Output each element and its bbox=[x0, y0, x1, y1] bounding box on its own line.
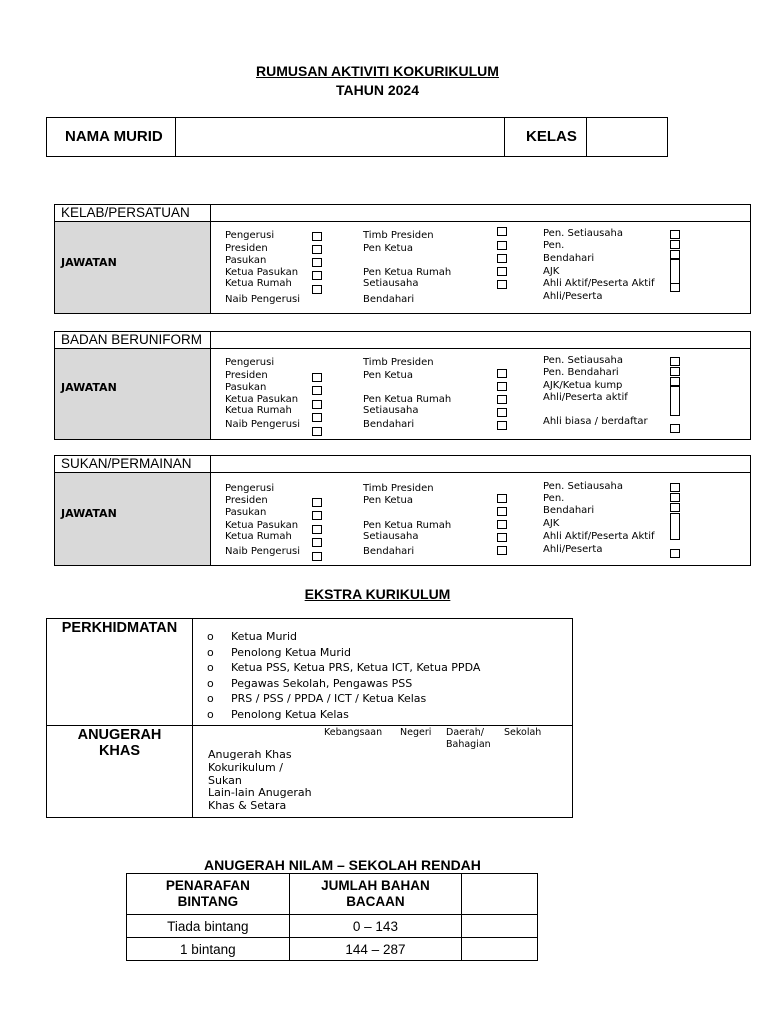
cell-empty[interactable] bbox=[462, 938, 538, 961]
table-row bbox=[127, 938, 538, 961]
checkbox[interactable] bbox=[670, 424, 680, 433]
kelab-jawatan-cell bbox=[55, 222, 211, 313]
option-bendahari: Bendahari bbox=[363, 546, 415, 557]
level-sekolah: Sekolah bbox=[504, 727, 542, 738]
checkbox[interactable] bbox=[497, 227, 507, 236]
sukan-section bbox=[54, 455, 751, 566]
checkbox[interactable] bbox=[312, 232, 322, 241]
checkbox[interactable] bbox=[312, 285, 322, 294]
nama-murid-label: NAMA MURID bbox=[47, 118, 176, 156]
perkhidmatan-cell bbox=[47, 619, 193, 725]
option-setiausaha: Setiausaha bbox=[363, 531, 419, 542]
checkbox[interactable] bbox=[497, 267, 507, 276]
option-ajk: AJK bbox=[543, 518, 560, 529]
perkhidmatan-table bbox=[46, 618, 573, 726]
option-setiausaha: Setiausaha bbox=[363, 405, 419, 416]
option-pengerusi: Pengerusi bbox=[225, 357, 275, 368]
ak-line-2: Kokurikulum / bbox=[208, 761, 283, 774]
checkbox[interactable] bbox=[497, 421, 507, 430]
anugerah-khas-cell bbox=[47, 726, 193, 817]
level-negeri: Negeri bbox=[400, 727, 432, 738]
option-pasukan: Pasukan bbox=[225, 382, 267, 393]
option-ajk: AJK bbox=[543, 266, 560, 277]
checkbox[interactable] bbox=[670, 377, 680, 386]
option-naib-pengerusi: Naib Pengerusi bbox=[225, 546, 301, 557]
option-pengerusi: Pengerusi bbox=[225, 483, 275, 494]
option-pen: Pen. bbox=[543, 240, 565, 251]
kelas-field[interactable] bbox=[587, 118, 667, 156]
option-ahli-peserta-aktif: Ahli/Peserta aktif bbox=[543, 392, 628, 403]
checkbox[interactable] bbox=[670, 259, 680, 286]
checkbox[interactable] bbox=[497, 520, 507, 529]
badan-title: BADAN BERUNIFORM bbox=[55, 332, 211, 348]
ak-line-5: Khas & Setara bbox=[208, 799, 287, 812]
badan-jawatan-cell bbox=[55, 349, 211, 439]
checkbox[interactable] bbox=[497, 546, 507, 555]
ak-line-1: Anugerah Khas bbox=[208, 748, 292, 761]
list-item: o Ketua PSS, Ketua PRS, Ketua ICT, Ketua PPDA bbox=[207, 661, 481, 674]
kelab-header bbox=[55, 205, 750, 222]
checkbox[interactable] bbox=[312, 245, 322, 254]
option-timb-presiden: Timb Presiden bbox=[363, 230, 434, 241]
option-ketua-pasukan: Ketua Pasukan bbox=[225, 267, 299, 278]
list-item: o PRS / PSS / PPDA / ICT / Ketua Kelas bbox=[207, 692, 427, 705]
list-item: o Penolong Ketua Murid bbox=[207, 646, 351, 659]
cell-penarafan: Tiada bintang bbox=[127, 915, 290, 938]
option-setiausaha: Setiausaha bbox=[363, 278, 419, 289]
option-pen-setiausaha: Pen. Setiausaha bbox=[543, 355, 623, 366]
option-pasukan: Pasukan bbox=[225, 255, 267, 266]
checkbox[interactable] bbox=[670, 283, 680, 292]
checkbox[interactable] bbox=[312, 427, 322, 436]
checkbox[interactable] bbox=[312, 400, 322, 409]
option-ketua-rumah: Ketua Rumah bbox=[225, 278, 292, 289]
checkbox[interactable] bbox=[312, 373, 322, 382]
option-ketua-rumah: Ketua Rumah bbox=[225, 531, 292, 542]
ak-line-3: Sukan bbox=[208, 774, 242, 787]
checkbox[interactable] bbox=[497, 382, 507, 391]
sukan-title: SUKAN/PERMAINAN bbox=[55, 456, 211, 472]
anugerah-khas-table bbox=[46, 725, 573, 818]
option-ketua-pasukan: Ketua Pasukan bbox=[225, 394, 299, 405]
checkbox[interactable] bbox=[312, 552, 322, 561]
option-ahli-peserta: Ahli/Peserta bbox=[543, 291, 603, 302]
option-pen-setiausaha: Pen. Setiausaha bbox=[543, 481, 623, 492]
option-pen: Pen. bbox=[543, 493, 565, 504]
checkbox[interactable] bbox=[312, 525, 322, 534]
kelas-label: KELAS bbox=[505, 118, 587, 156]
option-bendahari: Bendahari bbox=[363, 419, 415, 430]
checkbox[interactable] bbox=[670, 483, 680, 492]
option-naib-pengerusi: Naib Pengerusi bbox=[225, 294, 301, 305]
option-pen-ketua: Pen Ketua bbox=[363, 495, 413, 506]
list-item: o Ketua Murid bbox=[207, 630, 297, 643]
sukan-header bbox=[55, 456, 750, 473]
ak-line-4: Lain-lain Anugerah bbox=[208, 786, 312, 799]
option-ajk-ketua-kump: AJK/Ketua kump bbox=[543, 380, 623, 391]
checkbox[interactable] bbox=[312, 511, 322, 520]
cell-jumlah: 0 – 143 bbox=[289, 915, 462, 938]
option-pen-ketua-rumah: Pen Ketua Rumah bbox=[363, 267, 452, 278]
option-bendahari: Bendahari bbox=[543, 505, 595, 516]
option-presiden: Presiden bbox=[225, 243, 268, 254]
student-info-table bbox=[46, 117, 668, 157]
checkbox[interactable] bbox=[312, 258, 322, 267]
option-pen-ketua-rumah: Pen Ketua Rumah bbox=[363, 520, 452, 531]
option-ahli-aktif: Ahli Aktif/Peserta Aktif bbox=[543, 531, 655, 542]
kelab-title: KELAB/PERSATUAN bbox=[55, 205, 211, 221]
table-row bbox=[127, 915, 538, 938]
checkbox[interactable] bbox=[497, 254, 507, 263]
level-bahagian: Bahagian bbox=[446, 739, 491, 750]
badan-section bbox=[54, 331, 751, 440]
checkbox[interactable] bbox=[670, 367, 680, 376]
option-naib-pengerusi: Naib Pengerusi bbox=[225, 419, 301, 430]
jawatan-label: JAWATAN bbox=[61, 381, 117, 394]
badan-header bbox=[55, 332, 750, 349]
checkbox[interactable] bbox=[670, 513, 680, 540]
option-ketua-rumah: Ketua Rumah bbox=[225, 405, 292, 416]
option-pengerusi: Pengerusi bbox=[225, 230, 275, 241]
option-pen-ketua: Pen Ketua bbox=[363, 370, 413, 381]
checkbox[interactable] bbox=[312, 413, 322, 422]
option-ketua-pasukan: Ketua Pasukan bbox=[225, 520, 299, 531]
ekstra-title: EKSTRA KURIKULUM bbox=[304, 586, 451, 602]
option-bendahari: Bendahari bbox=[363, 294, 415, 305]
cell-jumlah: 144 – 287 bbox=[289, 938, 462, 961]
anugerah-khas-label-1: ANUGERAH bbox=[77, 727, 162, 743]
page-title: RUMUSAN AKTIVITI KOKURIKULUM bbox=[256, 63, 499, 79]
option-ahli-peserta: Ahli/Peserta bbox=[543, 544, 603, 555]
checkbox[interactable] bbox=[670, 386, 680, 416]
option-ahli-aktif: Ahli Aktif/Peserta Aktif bbox=[543, 278, 655, 289]
checkbox[interactable] bbox=[670, 549, 680, 558]
checkbox[interactable] bbox=[497, 494, 507, 503]
checkbox[interactable] bbox=[670, 357, 680, 366]
checkbox[interactable] bbox=[497, 507, 507, 516]
checkbox[interactable] bbox=[670, 503, 680, 512]
header-jumlah: JUMLAH BAHAN BACAAN bbox=[289, 874, 462, 915]
option-pen-setiausaha: Pen. Setiausaha bbox=[543, 228, 623, 239]
header-empty bbox=[462, 874, 538, 915]
checkbox[interactable] bbox=[497, 395, 507, 404]
jawatan-label: JAWATAN bbox=[61, 507, 117, 520]
checkbox[interactable] bbox=[670, 240, 680, 249]
list-item: o Penolong Ketua Kelas bbox=[207, 708, 349, 721]
checkbox[interactable] bbox=[497, 241, 507, 250]
option-pasukan: Pasukan bbox=[225, 507, 267, 518]
checkbox[interactable] bbox=[312, 271, 322, 280]
checkbox[interactable] bbox=[497, 533, 507, 542]
option-bendahari: Bendahari bbox=[543, 253, 595, 264]
sukan-jawatan-cell bbox=[55, 473, 211, 565]
option-timb-presiden: Timb Presiden bbox=[363, 483, 434, 494]
level-kebangsaan: Kebangsaan bbox=[324, 727, 383, 738]
checkbox[interactable] bbox=[497, 408, 507, 417]
checkbox[interactable] bbox=[312, 538, 322, 547]
option-pen-ketua: Pen Ketua bbox=[363, 243, 413, 254]
checkbox[interactable] bbox=[312, 498, 322, 507]
cell-empty[interactable] bbox=[462, 915, 538, 938]
list-item: o Pegawas Sekolah, Pengawas PSS bbox=[207, 677, 413, 690]
option-pen-ketua-rumah: Pen Ketua Rumah bbox=[363, 394, 452, 405]
page-subtitle-year: TAHUN 2024 bbox=[336, 82, 419, 98]
option-presiden: Presiden bbox=[225, 370, 268, 381]
anugerah-khas-label-2: KHAS bbox=[98, 743, 141, 759]
nilam-table bbox=[126, 873, 538, 961]
checkbox[interactable] bbox=[497, 369, 507, 378]
checkbox[interactable] bbox=[670, 250, 680, 259]
nama-murid-field[interactable] bbox=[176, 118, 505, 156]
header-penarafan: PENARAFAN BINTANG bbox=[127, 874, 290, 915]
checkbox[interactable] bbox=[670, 230, 680, 239]
nilam-title: ANUGERAH NILAM – SEKOLAH RENDAH bbox=[204, 857, 481, 873]
table-header-row bbox=[127, 874, 538, 915]
option-presiden: Presiden bbox=[225, 495, 268, 506]
option-timb-presiden: Timb Presiden bbox=[363, 357, 434, 368]
checkbox[interactable] bbox=[312, 386, 322, 395]
option-pen-bendahari: Pen. Bendahari bbox=[543, 367, 619, 378]
checkbox[interactable] bbox=[497, 280, 507, 289]
checkbox[interactable] bbox=[670, 493, 680, 502]
option-ahli-biasa: Ahli biasa / berdaftar bbox=[543, 416, 648, 427]
perkhidmatan-label: PERKHIDMATAN bbox=[61, 620, 178, 636]
jawatan-label: JAWATAN bbox=[61, 256, 117, 269]
kelab-section bbox=[54, 204, 751, 314]
cell-penarafan: 1 bintang bbox=[127, 938, 290, 961]
level-daerah: Daerah/ bbox=[446, 727, 484, 738]
